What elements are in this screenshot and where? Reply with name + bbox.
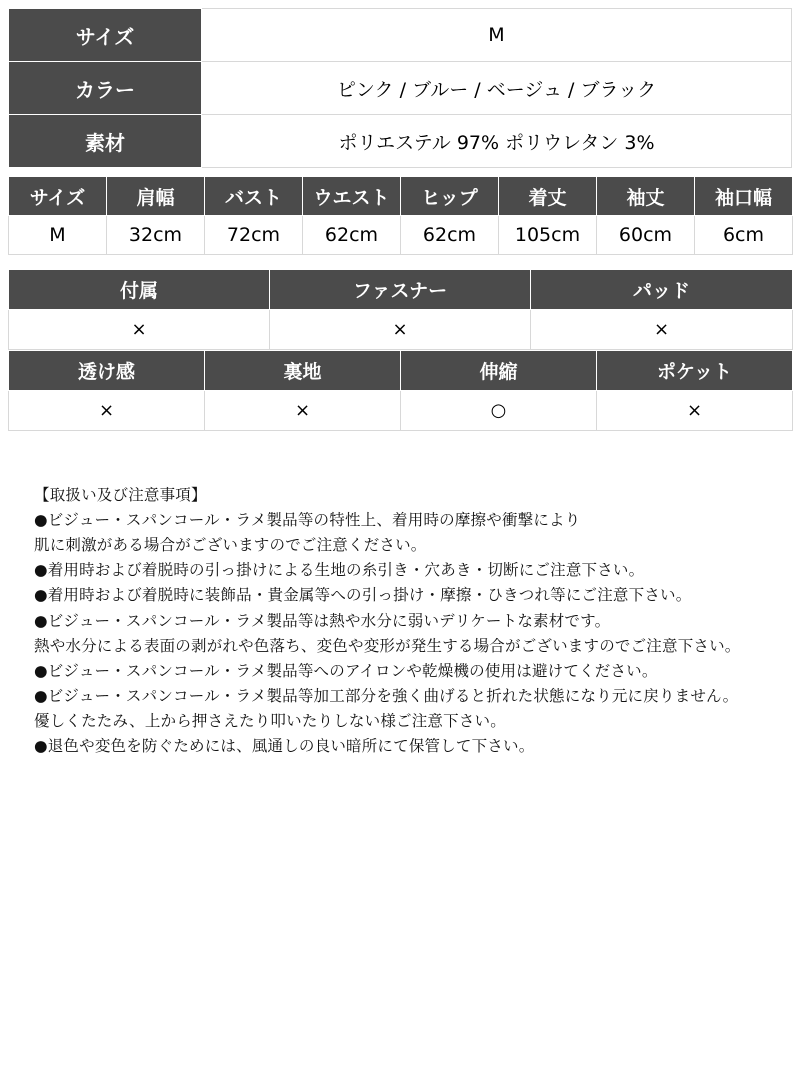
notes-line: ●着用時および着脱時の引っ掛けによる生地の糸引き・穴あき・切断にご注意下さい。 xyxy=(34,561,645,580)
care-notes xyxy=(8,483,792,759)
table-row xyxy=(9,216,793,255)
notes-line: ●着用時および着脱時に装飾品・貴金属等への引っ掛け・摩擦・ひきつれ等にご注意下さい。 xyxy=(34,586,692,605)
attr-value-zipper: × xyxy=(270,310,531,350)
basic-row-label-material: 素材 xyxy=(9,115,202,168)
meas-header-sleeve-length: 袖丈 xyxy=(597,177,695,216)
attr-header-pad: パッド xyxy=(531,270,793,310)
measurement-table xyxy=(8,176,793,255)
table-row xyxy=(9,115,792,168)
notes-line: ●ビジュー・スパンコール・ラメ製品等の特性上、着用時の摩擦や衝撃により xyxy=(34,511,581,530)
attribute-table-properties xyxy=(8,350,793,431)
attr-value-pocket: × xyxy=(597,391,793,431)
meas-header-bust: バスト xyxy=(205,177,303,216)
meas-value-sleeve-length: 60cm xyxy=(597,216,695,255)
meas-value-waist: 62cm xyxy=(303,216,401,255)
table-header-row xyxy=(9,177,793,216)
basic-row-value-material: ポリエステル 97% ポリウレタン 3% xyxy=(202,115,792,168)
basic-row-label-color: カラー xyxy=(9,62,202,115)
attr-value-pad: × xyxy=(531,310,793,350)
attr-header-zipper: ファスナー xyxy=(270,270,531,310)
table-header-row xyxy=(9,351,793,391)
meas-value-length: 105cm xyxy=(499,216,597,255)
basic-row-value-size: M xyxy=(202,9,792,62)
meas-value-bust: 72cm xyxy=(205,216,303,255)
attr-header-lining: 裏地 xyxy=(205,351,401,391)
meas-value-hip: 62cm xyxy=(401,216,499,255)
table-header-row xyxy=(9,270,793,310)
basic-row-value-color: ピンク / ブルー / ベージュ / ブラック xyxy=(202,62,792,115)
table-row xyxy=(9,62,792,115)
meas-value-cuff-width: 6cm xyxy=(695,216,793,255)
attr-header-sheerness: 透け感 xyxy=(9,351,205,391)
attr-header-pocket: ポケット xyxy=(597,351,793,391)
basic-row-label-size: サイズ xyxy=(9,9,202,62)
meas-header-length: 着丈 xyxy=(499,177,597,216)
notes-line: 優しくたたみ、上から押さえたり叩いたりしない様ご注意下さい。 xyxy=(34,711,506,730)
notes-title: 【取扱い及び注意事項】 xyxy=(34,486,207,504)
attr-value-sheerness: × xyxy=(9,391,205,431)
meas-header-cuff-width: 袖口幅 xyxy=(695,177,793,216)
basic-spec-table xyxy=(8,8,792,168)
notes-line: ●退色や変色を防ぐためには、風通しの良い暗所にて保管して下さい。 xyxy=(34,737,535,756)
meas-value-size: M xyxy=(9,216,107,255)
notes-line: ●ビジュー・スパンコール・ラメ製品等へのアイロンや乾燥機の使用は避けてください。 xyxy=(34,661,658,680)
attr-value-stretch: ○ xyxy=(401,391,597,431)
attr-header-accessory: 付属 xyxy=(9,270,270,310)
meas-value-shoulder: 32cm xyxy=(107,216,205,255)
table-row xyxy=(9,391,793,431)
attr-header-stretch: 伸縮 xyxy=(401,351,597,391)
meas-header-size: サイズ xyxy=(9,177,107,216)
notes-line: 熱や水分による表面の剥がれや色落ち、変色や変形が発生する場合がございますのでご注意下さい。 xyxy=(34,636,741,655)
meas-header-shoulder: 肩幅 xyxy=(107,177,205,216)
table-row xyxy=(9,310,793,350)
notes-line: ●ビジュー・スパンコール・ラメ製品等は熱や水分に弱いデリケートな素材です。 xyxy=(34,611,611,630)
meas-header-waist: ウエスト xyxy=(303,177,401,216)
notes-line: ●ビジュー・スパンコール・ラメ製品等加工部分を強く曲げると折れた状態になり元に戻りません。 xyxy=(34,686,739,705)
meas-header-hip: ヒップ xyxy=(401,177,499,216)
notes-line: 肌に刺激がある場合がございますのでご注意ください。 xyxy=(34,536,427,555)
attr-value-lining: × xyxy=(205,391,401,431)
attr-value-accessory: × xyxy=(9,310,270,350)
table-row xyxy=(9,9,792,62)
attribute-table-accessories xyxy=(8,269,793,350)
